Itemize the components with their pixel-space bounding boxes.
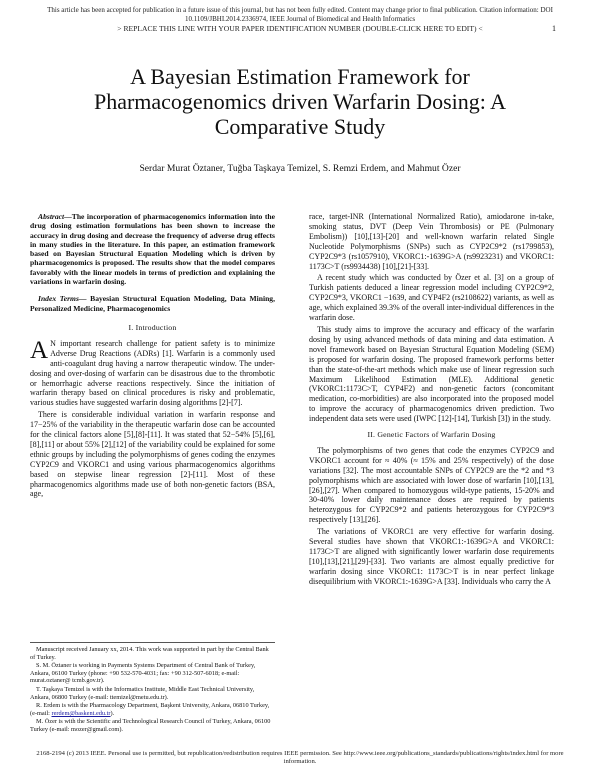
abstract-text: —The incorporation of pharmacogenomics information into the drug dosing estimation formulations has been shown to increase the accuracy in drug dosing and decrease the frequency of adverse drug effects in many studies in the literature. In this paper, an estimation framework based on Bayesian Structural Equation Modeling which is driven by pharmacogenomics is proposed. The results show that the model compares favorably with the linear models in terms of prediction and explaining the variations in warfarin dosing. <box>30 212 275 287</box>
copyright-notice: 2168-2194 (c) 2013 IEEE. Personal use is permitted, but republication/redistribution requires IEEE permission. See http://www.ieee.org/publications_standards/publications/rights/index.html for more information. <box>36 750 564 765</box>
right-paragraph-1: race, target-INR (International Normalized Ratio), amiodarone in-take, smoking status, DVT (Deep Vein Thrombosis) or PE (Pulmonary Embolism)) [10],[13]-[20] and well-known warfarin related Single Nucleotide Polymorphisms (SNPs) such as CYP2C9*2 (rs1799853), CYP2C9*3 (rs1057910), VKORC1:-1639G>A (rs9923231) and VKORC1: 1173C>T (rs9934438) [10],[21]-[33]. <box>309 212 554 271</box>
author-list: Serdar Murat Öztaner, Tuğba Taşkaya Temizel, S. Remzi Erdem, and Mahmut Özer <box>139 163 461 174</box>
index-terms <box>30 294 275 313</box>
genetic-paragraph-1: The polymorphisms of two genes that code the enzymes CYP2C9 and VKORC1 account for ≈ 40% (≈ 15% and 25% respectively) of the dose variations [32]. The most accountable SNPs of CYP2C9 are the *2 and *3 polymorphisms which are associated with lower dose of warfarin [10],[13],[26],[27]. When compared to homozygous wild-type patients, 15-20% and 30-40% lower daily maintenance doses are required by patients heterozygous for CYP2C9*2 and patients heterozygous for CYP2C9*3 respectively [13],[26]. <box>309 445 554 525</box>
footnote-erdem <box>30 702 275 717</box>
email-link[interactable]: rerdem@baskent.edu.tr <box>51 709 111 717</box>
intro-paragraph-2: There is considerable individual variation in warfarin response and 17−25% of the variability in the therapeutic warfarin dose can be accounted for the clinical factors alone [5],[8]-[11]. It was stated that 52−54% [5],[6],[8],[11] or about 55% [2],[12] of the variability could be explained for some ethnic groups by including the polymorphisms of genes coding the enzymes CYP2C9 and VKORC1 and using various pharmacogenomics algorithms based on stepwise linear regression [2]-[11]. Most of these pharmacogenomics algorithms made use of both non-genetic factors (BSA, age, <box>30 410 275 499</box>
footnotes <box>30 642 275 735</box>
paper-id-header: > REPLACE THIS LINE WITH YOUR PAPER IDENTIFICATION NUMBER (DOUBLE-CLICK HERE TO EDIT) < <box>117 24 483 33</box>
drop-cap: A <box>30 336 49 364</box>
abstract-label: Abstract <box>38 212 65 221</box>
abstract <box>30 212 275 286</box>
right-column <box>309 212 554 589</box>
footnote-oztaner: S. M. Öztaner is working in Payments Systems Department of Central Bank of Turkey, Ankara, 06100 Turkey (phone: +90 532-570-4031; fax: +90 312-507-6018; e-mail: murat.oztaner@ tcmb.gov.tr). <box>30 662 256 685</box>
right-paragraph-2: A recent study which was conducted by Özer et al. [3] on a group of Turkish patients deduced a linear regression model including CYP2C9*2, CYP2C9*3, VKORC1 −1639, and CYP4F2 (rs2108622) variants, as well as age, which explained 39.3% of the overall inter-individual differences in the warfarin dose. <box>309 273 554 323</box>
section-heading-introduction: I. Introduction <box>128 322 177 332</box>
index-terms-label: Index Terms <box>38 294 79 304</box>
footnote-temizel: T. Taşkaya Temizel is with the Informatics Institute, Middle East Technical University, Ankara, 06800 Turkey (e-mail: ttemizel@metu.edu.tr). <box>30 685 255 701</box>
footnote-manuscript: Manuscript received January xx, 2014. This work was supported in part by the Central Bank of Turkey. <box>30 646 269 661</box>
section-heading-genetic-factors: II. Genetic Factors of Warfarin Dosing <box>367 430 496 440</box>
footnote-erdem-end: ). <box>110 709 115 717</box>
index-terms-text: — Bayesian Structural Equation Modeling, Data Mining, Personalized Medicine, Pharmacogenomics <box>30 294 275 313</box>
footnote-ozer: M. Özer is with the Scientific and Technological Research Council of Turkey, Ankara, 06100 Turkey (e-mail: mozer@gmail.com). <box>30 718 271 733</box>
intro-paragraph-1-text: N important research challenge for patient safety is to minimize Adverse Drug Reactions (ADRs) [1]. Warfarin is a commonly used anti-coagulant drug having a narrow therapeutic window. The under-dosing and over-dosing of warfarin can be disastrous due to the thrombotic or hemorrhagic adverse reactions respectively. Since the initiation of warfarin therapy based on clinical procedures is risky and problematic, various studies have suggested warfarin dosing algorithms [2]-[7]. <box>30 338 275 408</box>
footnote-erdem-text: R. Erdem is with the Pharmacology Department, Başkent University, Ankara, 06810 Turkey, (e-mail: <box>30 702 270 717</box>
page-number: 1 <box>552 24 556 33</box>
right-paragraph-3: This study aims to improve the accuracy and efficacy of the warfarin dosing by using advanced methods of data mining and data estimation. A novel framework based on Bayesian Structural Equation Modeling (SEM) is proposed for warfarin dosing. The proposed framework performs better than the state-of-the-art methods which make use of linear regression such Maximum Likelihood Estimation (MLE). Additional genetic (VKORC1:1173C>T, CYP4F2) and non-genetic factors (concomitant medication, co-morbidities) are also incorporated into the proposed model to improve the accuracy of pharmacogenomics driven prediction. Two independent data sets were used (IWPC [12]-[14], Turkish [3]) in the study. <box>309 324 554 424</box>
paper-title: A Bayesian Estimation Framework for Pharmacogenomics driven Warfarin Dosing: A Comparative Study <box>93 64 507 139</box>
publication-notice: This article has been accepted for publication in a future issue of this journal, but has not been fully edited. Content may change prior to final publication. Citation information: DOI 10.1109/JBHI.2014.2336974, IEEE Journal of Biomedical and Health Informatics <box>47 6 553 23</box>
intro-paragraph-1 <box>30 336 275 408</box>
left-column <box>30 212 275 501</box>
genetic-paragraph-2: The variations of VKORC1 are very effective for warfarin dosing. Several studies have shown that VKORC1:-1639G>A and VKORC1: 1173C>T are aligned with significantly lower warfarin dose requirements [10],[13],[21],[29]-[33]. Two variants are almost equally predictive for warfarin dosing since VKORC1: 1173C>T is in near perfect linkage disequilibrium with VKORC1:-1639G>A [33]. Individuals who carry the A <box>309 527 554 586</box>
